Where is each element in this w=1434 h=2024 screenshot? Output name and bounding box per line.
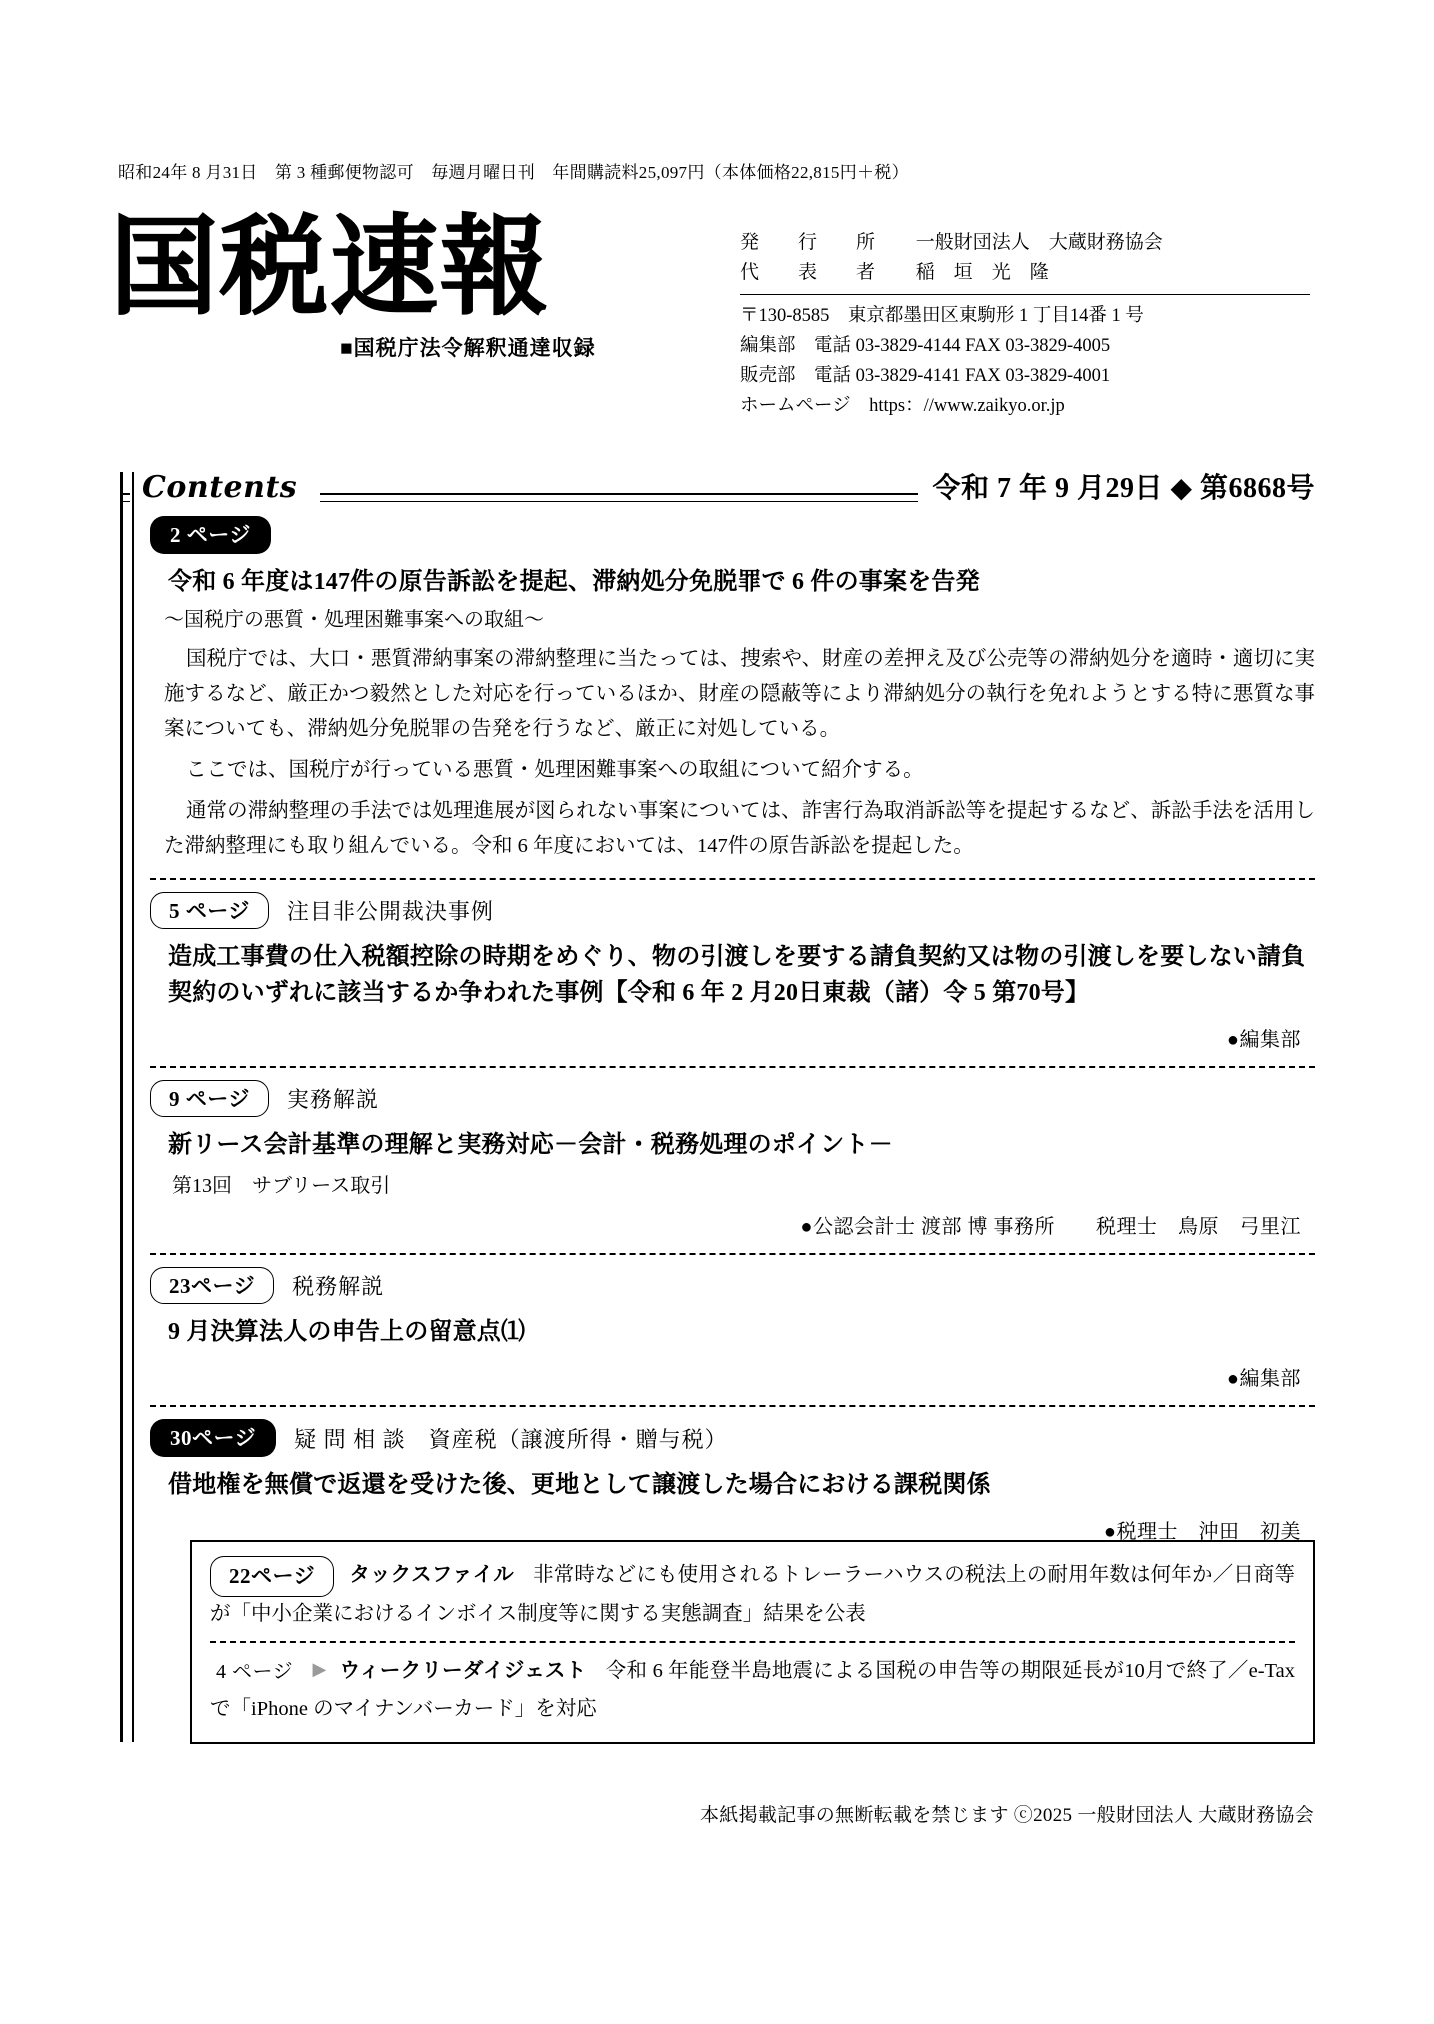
entry-divider [150,1066,1315,1068]
publisher-editorial-contact: 編集部 電話 03-3829-4144 FAX 03-3829-4005 [740,336,1111,356]
contents-header [120,472,1315,514]
entry-byline: ●公認会計士 渡部 博 事務所 税理士 鳥原 弓里江 [800,1216,1301,1238]
contents-entry-2[interactable] [150,892,1315,1052]
entry-byline: ●税理士 沖田 初美 [1103,1521,1301,1543]
entry-paragraph: 通常の滞納整理の手法では処理進展が図られない事案については、詐害行為取消訴訟等を提起するなど、訴訟手法を活用した滞納整理にも取り組んでいる。令和 6 年度においては、147件の原告訴訟を提起した。 [164,800,1315,857]
sub-entry-label: ウィークリーダイジェスト [339,1660,587,1683]
sub-entry-line [210,1653,1295,1726]
issue-info: 令和 7 年 9 月29日 ◆ 第6868号 [918,466,1315,506]
masthead [110,204,730,362]
publication-title: 国税速報 [110,204,551,330]
publisher-sales-contact: 販売部 電話 03-3829-4141 FAX 03-3829-4001 [740,366,1111,386]
contents-entry-5[interactable] [150,1419,1315,1544]
contents-entry-4[interactable] [150,1267,1315,1391]
publisher-info [740,228,1320,421]
copyright-footer: 本紙掲載記事の無断転載を禁じます ⓒ2025 一般財団法人 大蔵財務協会 [699,1805,1314,1826]
entry-note: 第13回 サブリース取引 [172,1175,391,1197]
entry-paragraph: ここでは、国税庁が行っている悪質・処理困難事案への取組について紹介する。 [186,759,924,781]
page-number-badge[interactable]: 2 ページ [150,516,271,554]
sub-entry-taxfile[interactable] [210,1556,1295,1631]
sub-entries-box [190,1540,1315,1744]
publication-subtitle: ■国税庁法令解釈通達収録 [340,336,596,360]
entry-headline[interactable]: 造成工事費の仕入税額控除の時期をめぐり、物の引渡しを要する請負契約又は物の引渡しを要しない請負契約のいずれに該当するか争われた事例【令和 6 年 2 月20日東裁（諸）令 5 第70号】 [168,944,1306,1006]
publisher-rep-label: 代 表 者 [740,262,886,283]
contents-entry-3[interactable] [150,1080,1315,1239]
contents-label: Contents [142,470,298,505]
entry-kicker: 実務解説 [286,1087,379,1112]
publisher-issuer-name: 一般財団法人 大蔵財務協会 [915,232,1163,253]
sub-entry-weekly-digest[interactable] [210,1653,1295,1726]
entry-subheadline: 〜国税庁の悪質・処理困難事案への取組〜 [164,609,544,631]
publisher-issuer-row [740,228,1320,258]
entry-byline: ●編集部 [1226,1368,1301,1390]
publisher-rep-row [740,258,1320,288]
page-number-badge[interactable]: 4 ページ [210,1653,299,1692]
page-number-badge[interactable]: 30ページ [150,1419,276,1457]
legal-notice-line: 昭和24年 8 月31日 第 3 種郵便物認可 毎週月曜日刊 年間購読料25,097円（本体価格22,815円＋税） [118,163,909,182]
contents-entry-1[interactable] [150,516,1315,864]
publisher-issuer-label: 発 行 所 [740,232,886,253]
entry-divider [150,878,1315,880]
publisher-homepage[interactable]: ホームページ https：//www.zaikyo.or.jp [740,396,1065,416]
publisher-divider [740,294,1310,295]
entry-kicker: 注目非公開裁決事例 [286,899,494,924]
entry-paragraph: 国税庁では、大口・悪質滞納事案の滞納整理に当たっては、捜索や、財産の差押え及び公売等の滞納処分を適時・適切に実施するなど、厳正かつ毅然とした対応を行っているほか、財産の隠蔽等により滞納処分の執行を免れようとする特に悪質な事案についても、滞納処分免脱罪の告発を行うなど、厳正に対処している。 [164,648,1315,740]
contents-left-bar [120,472,134,1742]
entry-kicker: 疑 問 相 談 資産税（譲渡所得・贈与税） [294,1426,728,1452]
entry-divider [150,1253,1315,1255]
triangle-bullet-icon: ▶ [312,1659,327,1680]
publisher-address: 〒130-8585 東京都墨田区東駒形 1 丁目14番 1 号 [740,306,1144,326]
page-number-badge[interactable]: 9 ページ [150,1080,269,1117]
page-number-badge[interactable]: 5 ページ [150,892,269,929]
sub-entry-label: タックスファイル [349,1564,514,1587]
page-number-badge[interactable]: 23ページ [150,1267,274,1304]
sub-entry-text: 非常時などにも使用されるトレーラーハウスの税法上の耐用年数は何年か／日商等が「中小企業におけるインボイス制度等に関する実態調査」結果を公表 [210,1564,1295,1625]
contents-list [150,516,1315,1544]
sub-entry-line [210,1556,1295,1631]
entry-kicker: 税務解説 [292,1274,385,1299]
entry-headline[interactable]: 令和 6 年度は147件の原告訴訟を提起、滞納処分免脱罪で 6 件の事案を告発 [168,569,980,595]
sub-entry-divider [210,1641,1295,1643]
page-number-badge[interactable]: 22ページ [210,1556,334,1597]
entry-divider [150,1405,1315,1407]
entry-headline[interactable]: 新リース会計基準の理解と実務対応－会計・税務処理のポイント－ [168,1132,893,1158]
entry-headline[interactable]: 借地権を無償で返還を受けた後、更地として譲渡した場合における課税関係 [168,1472,991,1498]
entry-byline: ●編集部 [1226,1029,1301,1051]
entry-headline[interactable]: 9 月決算法人の申告上の留意点⑴ [168,1319,526,1345]
publisher-rep-name: 稲 垣 光 隆 [915,262,1049,283]
sub-entry-text: 令和 6 年能登半島地震による国税の申告等の期限延長が10月で終了／e-Tax で「iPhone のマイナンバーカード」を対応 [210,1660,1295,1720]
